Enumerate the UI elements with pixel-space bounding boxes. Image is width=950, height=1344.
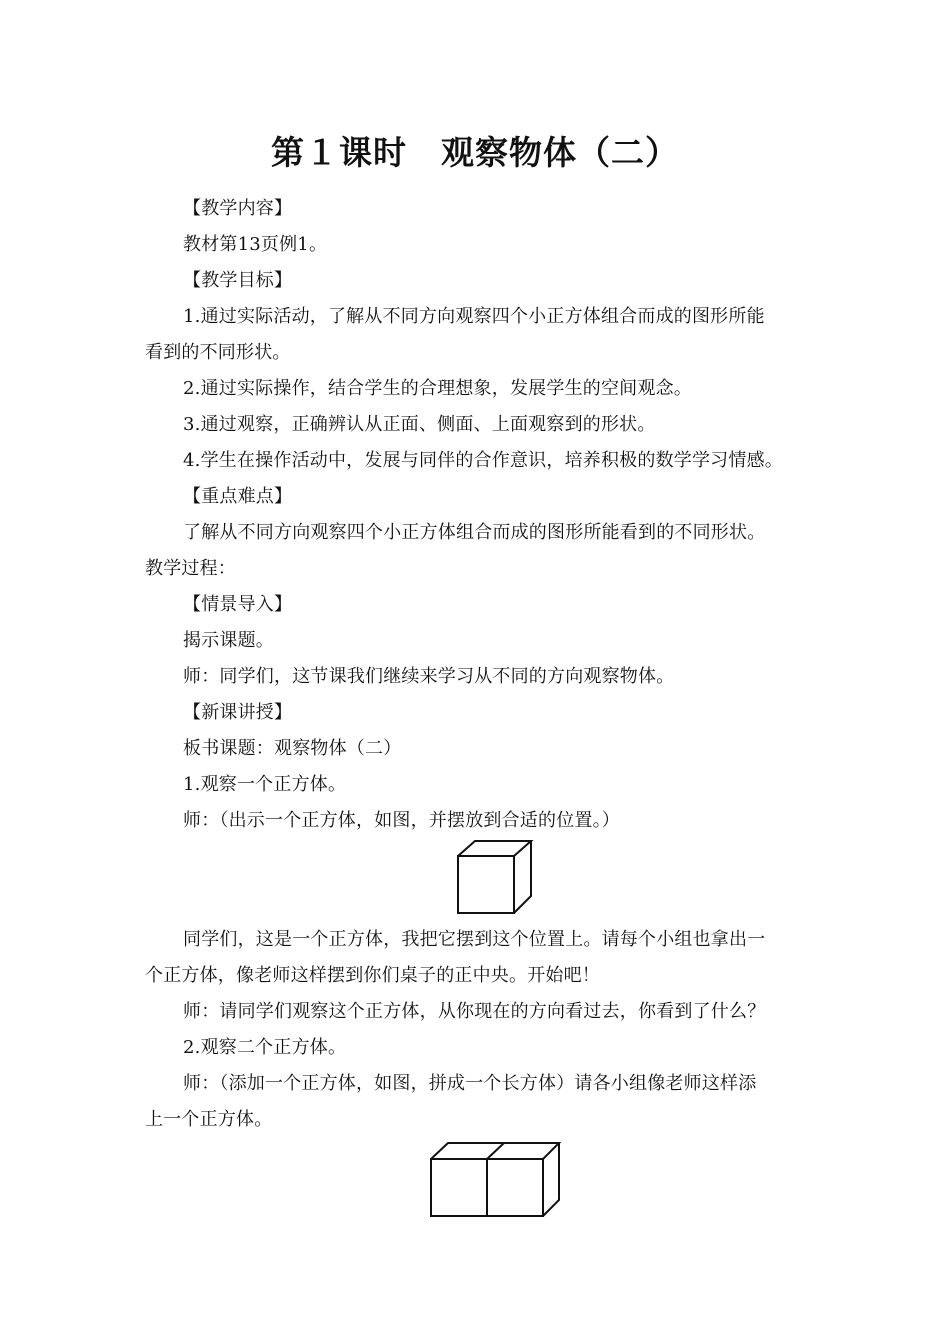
- section-heading-new-lesson: 【新课讲授】: [183, 702, 293, 723]
- paragraph: 板书课题：观察物体（二）: [183, 738, 402, 759]
- page-title: 第１课时 观察物体（二）: [271, 133, 679, 172]
- paragraph: 4.学生在操作活动中，发展与同伴的合作意识，培养积极的数学学习情感。: [183, 450, 783, 471]
- paragraph: 师：（添加一个正方体，如图，拼成一个长方体）请各小组像老师这样添: [183, 1073, 757, 1094]
- paragraph: 教材第13页例1。: [183, 234, 328, 255]
- paragraph: 师：（出示一个正方体，如图，并摆放到合适的位置。）: [183, 810, 620, 831]
- paragraph: 揭示课题。: [183, 630, 274, 651]
- section-heading-intro: 【情景导入】: [183, 594, 293, 615]
- paragraph-continuation: 看到的不同形状。: [145, 342, 291, 363]
- single-cube-figure: [452, 838, 536, 918]
- paragraph: 同学们，这是一个正方体，我把它摆到这个位置上。请每个小组也拿出一: [183, 929, 766, 950]
- two-cube-figure: [426, 1140, 564, 1222]
- paragraph: 师：同学们，这节课我们继续来学习从不同的方向观察物体。: [183, 666, 675, 687]
- paragraph: 1.观察一个正方体。: [183, 774, 347, 795]
- paragraph-continuation: 个正方体，像老师这样摆到你们桌子的正中央。开始吧！: [145, 965, 600, 986]
- paragraph: 2.观察二个正方体。: [183, 1037, 347, 1058]
- section-heading-content: 【教学内容】: [183, 198, 293, 219]
- paragraph: 1.通过实际活动，了解从不同方向观察四个小正方体组合而成的图形所能: [183, 306, 765, 327]
- section-heading-goals: 【教学目标】: [183, 270, 293, 291]
- section-heading-key-points: 【重点难点】: [183, 486, 293, 507]
- paragraph: 了解从不同方向观察四个小正方体组合而成的图形所能看到的不同形状。: [183, 522, 766, 543]
- paragraph: 教学过程：: [145, 558, 236, 579]
- paragraph: 师：请同学们观察这个正方体，从你现在的方向看过去，你看到了什么？: [183, 1001, 766, 1022]
- paragraph-continuation: 上一个正方体。: [145, 1109, 273, 1130]
- paragraph: 2.通过实际操作，结合学生的合理想象，发展学生的空间观念。: [183, 378, 692, 399]
- paragraph: 3.通过观察，正确辨认从正面、侧面、上面观察到的形状。: [183, 414, 656, 435]
